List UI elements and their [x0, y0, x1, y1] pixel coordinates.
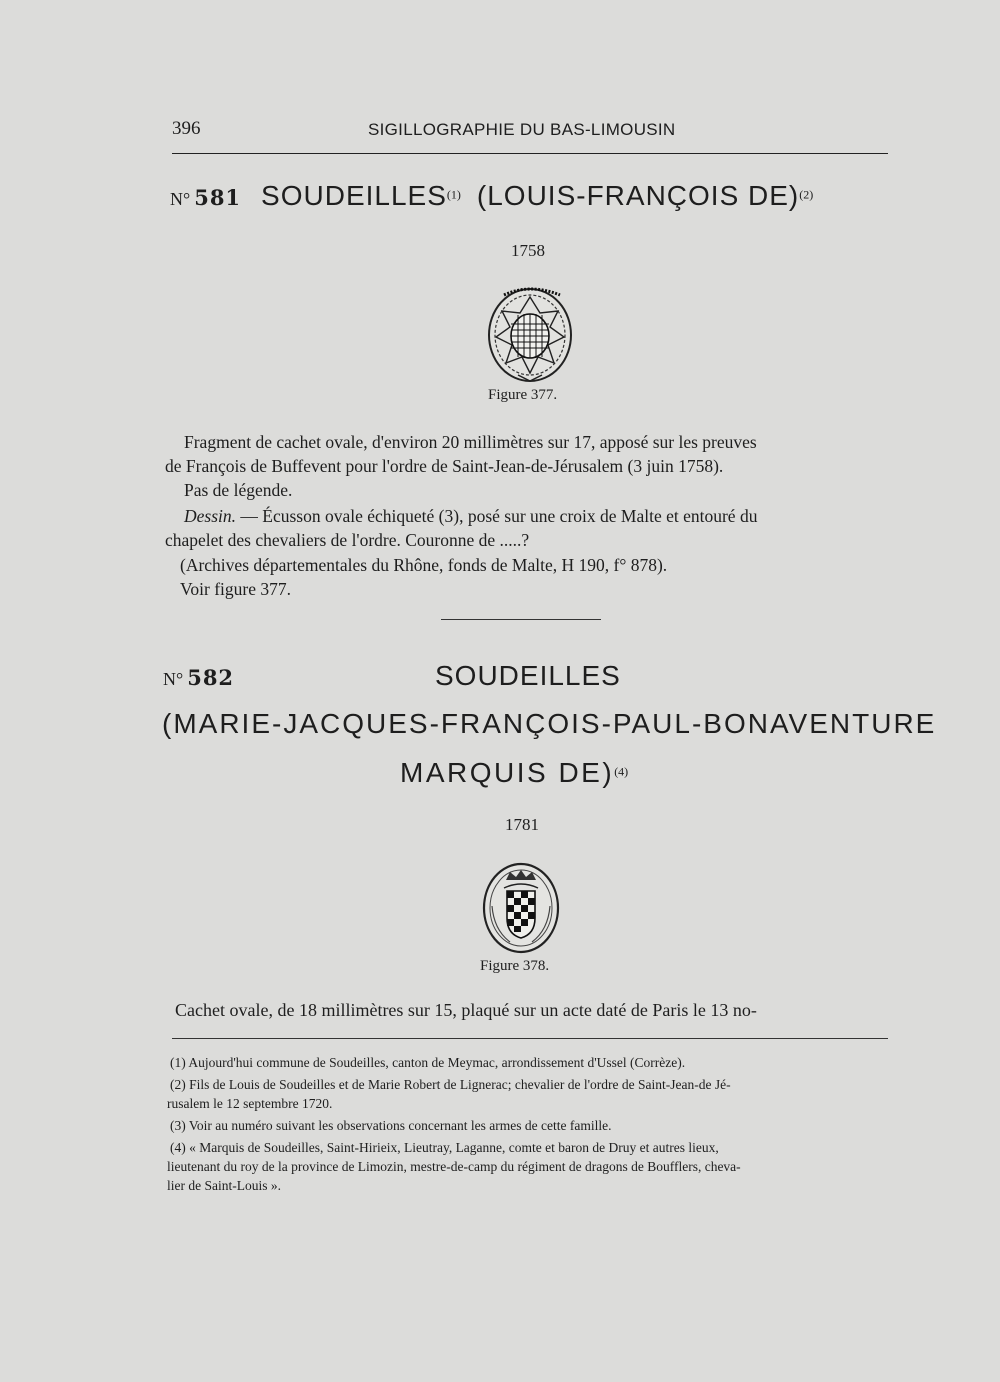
dessin-label: Dessin.: [184, 506, 237, 526]
entry-581-para-1a: Fragment de cachet ovale, d'environ 20 millimètres sur 17, apposé sur les preuves: [184, 432, 757, 452]
section-divider: [441, 619, 601, 620]
entry-title-b: (LOUIS-FRANÇOIS DE): [476, 180, 800, 211]
entry-581-para-3a: [184, 504, 757, 528]
footnote-ref-2: (2): [799, 187, 814, 202]
entry-582-title-3: MARQUIS DE): [400, 757, 615, 788]
entry-581-para-5: Voir figure 377.: [180, 579, 291, 599]
footnote-2a: (2) Fils de Louis de Soudeilles et de Marie Robert de Lignerac; chevalier de l'ordre de Saint-Jean-de Jé-: [170, 1077, 731, 1092]
header-rule: [172, 153, 888, 154]
footnote-1: (1) Aujourd'hui commune de Soudeilles, canton de Meymac, arrondissement d'Ussel (Corrèze).: [170, 1055, 686, 1070]
entry-number-prefix: N°: [170, 189, 191, 209]
footnote-2b: rusalem le 12 septembre 1720.: [167, 1096, 333, 1111]
seal-378-image: [480, 858, 562, 954]
entry-581-para-3b: chapelet des chevaliers de l'ordre. Couronne de .....?: [165, 530, 530, 550]
entry-582-title-2: (MARIE-JACQUES-FRANÇOIS-PAUL-BONAVENTURE: [162, 708, 937, 739]
figure-377-caption: Figure 377.: [488, 387, 558, 403]
footnote-3: (3) Voir au numéro suivant les observations concernant les armes de cette famille.: [170, 1118, 612, 1133]
footnote-4a: (4) « Marquis de Soudeilles, Saint-Hirieix, Lieutray, Laganne, comte et baron de Druy et autres lieux,: [170, 1140, 719, 1155]
seal-377-image: [484, 283, 576, 385]
entry-582-title-1: SOUDEILLES: [435, 660, 621, 691]
page-number: 396: [172, 118, 201, 139]
entry-582-number-block: [163, 665, 234, 690]
footnote-ref-1: (1): [446, 187, 461, 202]
footnote-4b: lieutenant du roy de la province de Limozin, mestre-de-camp du régiment de dragons de Boufflers, cheva-: [167, 1159, 741, 1174]
entry-number: 581: [194, 185, 242, 210]
entry-number: 582: [187, 665, 235, 690]
entry-581-para-2: Pas de légende.: [184, 480, 293, 500]
dessin-text: — Écusson ovale échiqueté (3), posé sur une croix de Malte et entouré du: [236, 506, 758, 526]
footnote-ref-4: (4): [614, 764, 629, 779]
entry-581-year: 1758: [511, 241, 545, 260]
footnote-4c: lier de Saint-Louis ».: [167, 1178, 281, 1193]
entry-582-title-3-block: [400, 757, 628, 789]
entry-581-para-4: (Archives départementales du Rhône, fonds de Malte, H 190, f° 878).: [180, 555, 668, 575]
footnote-rule: [172, 1038, 888, 1039]
entry-581-para-1b: de François de Buffevent pour l'ordre de Saint-Jean-de-Jérusalem (3 juin 1758).: [165, 456, 724, 476]
entry-582-para-1: Cachet ovale, de 18 millimètres sur 15, plaqué sur un acte daté de Paris le 13 no-: [175, 1000, 757, 1020]
entry-582-year: 1781: [505, 815, 539, 834]
entry-title-a: SOUDEILLES: [261, 180, 447, 211]
entry-581-heading: [170, 180, 813, 212]
entry-number-prefix: N°: [163, 669, 184, 689]
running-title: SIGILLOGRAPHIE DU BAS-LIMOUSIN: [368, 120, 676, 139]
figure-378-caption: Figure 378.: [480, 958, 550, 974]
